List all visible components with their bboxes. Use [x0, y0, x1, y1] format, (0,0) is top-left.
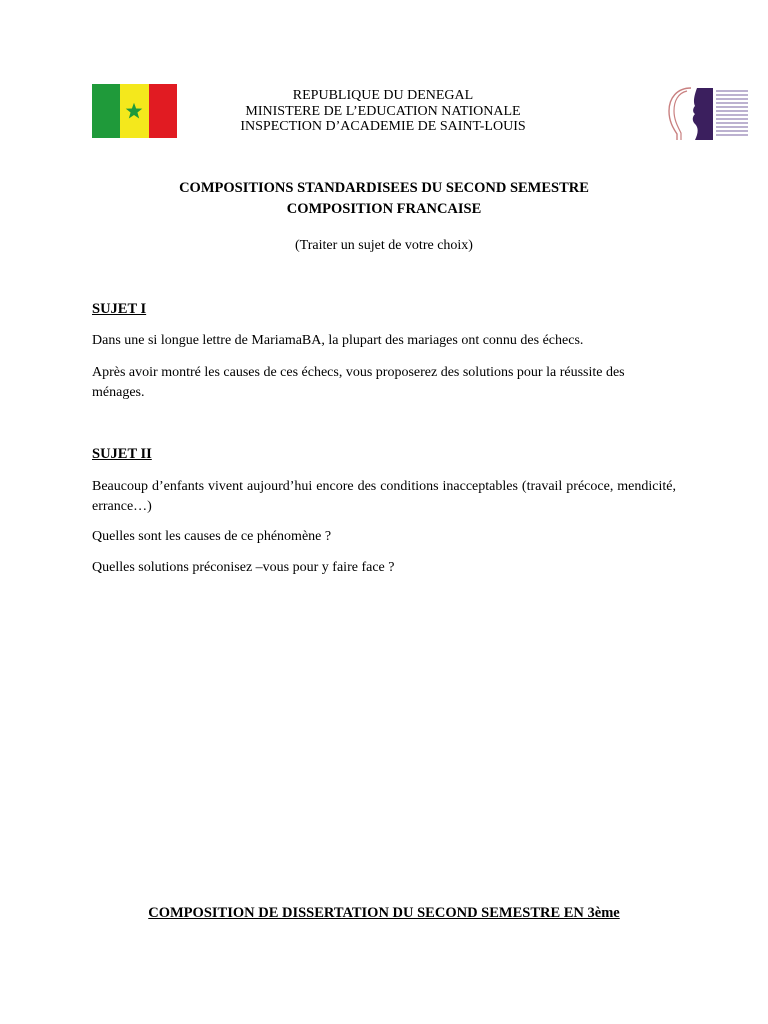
subject-1-heading: SUJET I [92, 301, 147, 317]
dissertation-title: COMPOSITION DE DISSERTATION DU SECOND SEMESTRE EN 3ème [148, 905, 620, 921]
flag-yellow-band [120, 84, 148, 138]
flag-red-band [149, 84, 177, 138]
document-subtitle: COMPOSITION FRANCAISE [286, 201, 482, 217]
flag-star-icon [125, 102, 143, 120]
subject-2-paragraph-1: Beaucoup d’enfants vivent aujourd’hui encore des conditions inacceptables (travail précoce, mendicité, errance…) [92, 479, 676, 514]
header-line-ministry: MINISTERE DE L’EDUCATION NATIONALE [245, 103, 521, 119]
subject-1-paragraph-2: Après avoir montré les causes de ces échecs, vous proposerez des solutions pour la réussite des ménages. [92, 365, 625, 400]
subject-2-paragraph-3: Quelles solutions préconisez –vous pour y faire face ? [92, 560, 395, 575]
subject-2-paragraph-2: Quelles sont les causes de ce phénomène ? [92, 529, 332, 544]
flag-green-band [92, 84, 120, 138]
instruction-text: (Traiter un sujet de votre choix) [295, 238, 473, 253]
header-line-republic: REPUBLIQUE DU DENEGAL [292, 88, 474, 103]
academy-logo-icon [661, 84, 751, 142]
document-title: COMPOSITIONS STANDARDISEES DU SECOND SEMESTRE [179, 180, 589, 196]
senegal-flag-icon [92, 84, 177, 138]
header-line-inspection: INSPECTION D’ACADEMIE DE SAINT-LOUIS [240, 119, 526, 134]
ministry-header [200, 88, 566, 135]
subject-2-heading: SUJET II [92, 446, 152, 462]
subject-1-paragraph-1: Dans une si longue lettre de MariamaBA, la plupart des mariages ont connu des échecs. [92, 333, 584, 348]
